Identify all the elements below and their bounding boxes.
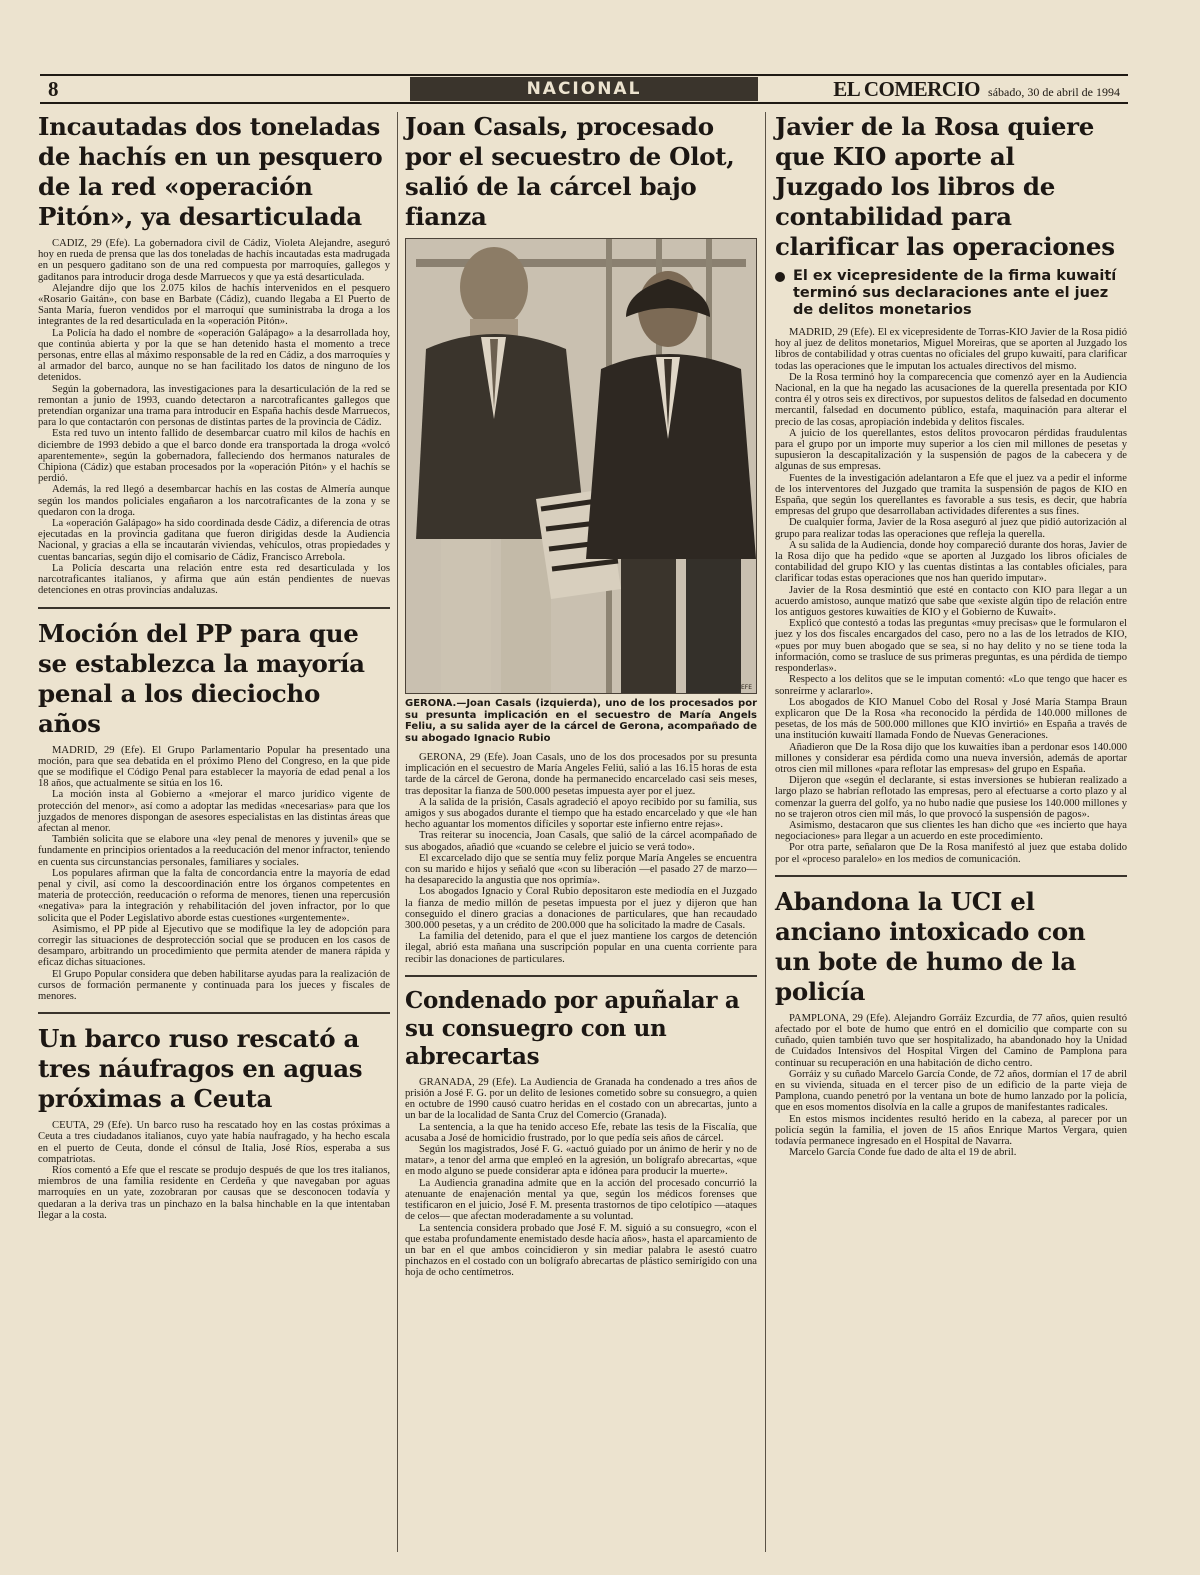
headline: Abandona la UCI el anciano intoxicado con un bote de humo de la policía [775,886,1086,1006]
headline: Incautadas dos toneladas de hachís en un pesquero de la red «operación Pitón», ya desarticulada [38,112,383,231]
paragraph: La sentencia, a la que ha tenido acceso Efe, rebate las tesis de la Fiscalía, que acusaba a José de homicidio frustrado, por lo que pedía seis años de cárcel. [405,1121,757,1144]
news-photo [405,238,757,694]
paragraph: CADIZ, 29 (Efe). La gobernadora civil de Cádiz, Violeta Alejandre, aseguró hoy en rueda de prensa que las dos toneladas de hachís incautadas esta madrugada en un pesquero gaditano son de una red compuesta por marroquíes, gallegos y gaditanos para introducir droga desde Marruecos y que ya está desarticulada. [38,238,390,283]
paragraph: Añadieron que De la Rosa dijo que los kuwaitíes iban a perdonar esos 140.000 millones y considerar esa pérdida como una nueva inversión, además de aportar otros cien mil millones «para reflotar las empresas» del grupo en España. [775,741,1127,775]
paragraph: Esta red tuvo un intento fallido de desembarcar cuatro mil kilos de hachís en diciembre de 1993 debido a que el barco donde era transportada la droga «volcó aparentemente», según la gobernadora, falleciendo dos hermanos naturales de Chipiona (Cádiz) que estaban procesados por la «operación Pitón» y el hachís se perdió. [38,428,390,485]
section-title: NACIONAL [410,77,758,101]
article-divider [405,975,757,977]
paragraph: A su salida de la Audiencia, donde hoy compareció durante dos horas, Javier de la Rosa dijo que ha pedido «que se aporten al Juzgado los libros oficiales de contabilidad del grupo KIO y las cuentas distintas a las contables oficiales, para clarificar todas estas operaciones que nos han querido imputar». [775,539,1127,585]
column-rule [765,112,766,1552]
masthead [758,77,1128,102]
headline: Moción del PP para que se establezca la mayoría penal a los dieciocho años [38,618,365,738]
paragraph: La moción insta al Gobierno a «mejorar el marco jurídico vigente de protección del menor», así como a adoptar las medidas «necesarias» para que los juzgados de menores dispongan de asesores especialistas en las distintas áreas que afectan al menor. [38,789,390,834]
article-divider [775,875,1127,877]
article-casals [405,112,757,965]
bullet-icon [775,272,785,282]
paragraph: MADRID, 29 (Efe). El Grupo Parlamentario Popular ha presentado una moción, para que sea debatida en el próximo Pleno del Congreso, en la que pide que se modifique el Código Penal para establecer la mayoría de edad penal a los 18 años, que actualmente se sitúa en los 16. [38,744,390,790]
column-rule [397,112,398,1552]
paragraph: Fuentes de la investigación adelantaron a Efe que el juez va a pedir el informe de los interventores del Juzgado que tramita la suspensión de pagos de KIO en España, que según los querellantes es favorable a sus tesis, es decir, que habría empresas del grupo que desarrollaban actividades diferentes a sus fines. [775,472,1127,518]
paragraph: Marcelo García Conde fue dado de alta el 19 de abril. [789,1147,1017,1159]
article-body [775,1013,1127,1159]
paragraph: GERONA, 29 (Efe). Joan Casals, uno de los dos procesados por su presunta implicación en el secuestro de María Angeles Feliú, salió a las 16.15 horas de esta tarde de la cárcel de Gerona, donde ha permanecido encarcelado casi seis meses, tras depositar la fianza de 500.000 pesetas impuesta ayer por el juez. [405,752,757,797]
headline: Javier de la Rosa quiere que KIO aporte al Juzgado los libros de contabilidad para clarificar las operaciones [775,112,1115,261]
paragraph: CEUTA, 29 (Efe). Un barco ruso ha rescatado hoy en las costas próximas a Ceuta a tres ciudadanos italianos, cuyo yate había naufragado, y ha hecho escala en el puerto de Ceuta, donde el cónsul de Italia, José Ríos, esperaba a sus compatriotas. [38,1120,390,1165]
article-body [775,327,1127,865]
photo-caption: GERONA.—Joan Casals (izquierda), uno de los procesados por su presunta implicación en el secuestro de María Angels Feliu, a su salida ayer de la cárcel de Gerona, acompañado de su abogado Ignacio Rubio [405,698,757,744]
page-header [40,74,1128,104]
paragraph: Dijeron que «según el declarante, si estas inversiones se hubieran realizado a largo plazo se habrían reflotado las empresas, pero al efectuarse a corto plazo y al comenzar la guerra del golfo, ya no hubo nadie que pusiese los 140.000 millones y no se trajeron otros cien mil más, lo que provocó la suspensión de pagos». [775,775,1127,820]
paragraph: La Policía ha dado el nombre de «operación Galápago» a la desarrollada hoy, que continúa abierta y por la que se han detenido hasta el momento a trece personas, entre ellas al máximo responsable de la red en Cádiz, a dos marroquíes y al armador del barco, aunque no se han facilitado los datos de ninguno de los detenidos. [38,327,390,384]
paragraph: Según la gobernadora, las investigaciones para la desarticulación de la red se remontan a junio de 1993, cuando detectaron a narcotraficantes gallegos que pretendían organizar una trama para introducir en España hachís desde Marruecos, para lo que contactarón con personas de distintas partes de la provincia de Cádiz. [38,383,390,429]
paragraph: Los populares afirman que la falta de concordancia entre la mayoría de edad penal y civil, así como la descoordinación entre los órganos competentes en materia de protección, reeducación o reforma de menores, tienen una repercusión «negativa» para la integración y rehabilitación del joven infractor, por lo que solicita que el Poder Legislativo aborde estas cuestiones «urgentemente». [38,867,390,924]
paragraph: A juicio de los querellantes, estos delitos provocaron pérdidas fraudulentas para el grupo por un importe muy superior a los cien mil millones de pesetas y supusieron la descapitalización y la suspensión de pagos de la cabecera y de algunas de sus empresas. [775,427,1127,473]
headline: Un barco ruso rescató a tres náufragos en aguas próximas a Ceuta [38,1024,363,1114]
paragraph: Gorráiz y su cuñado Marcelo García Conde, de 72 años, dormían el 17 de abril en su vivienda, situada en el tercer piso de un edificio de la parte vieja de Pamplona, cuando penetró por la ventana un bote de humo lanzado por la policía, que en esos momentos disolvía en la calle a grupos de manifestantes radicales. [775,1068,1127,1114]
paragraph: La Audiencia granadina admite que en la acción del procesado concurrió la atenuante de enajenación mental ya que, según los médicos forenses que testificaron en el juicio, José F. M. presenta trastornos de tipo celotípico —ataques de celos— que afectan moderadamente a su voluntad. [405,1177,757,1223]
paragraph: La familia del detenido, para el que el juez mantiene los cargos de detención ilegal, abrió esta mañana una suscripción popular en una cuenta corriente para recibir las donaciones de particulares. [405,931,757,965]
article-body [405,752,757,965]
paragraph: MADRID, 29 (Efe). El ex vicepresidente de Torras-KIO Javier de la Rosa pidió hoy al juez de delitos monetarios, Miguel Moreiras, que se aporten al Juzgado los libros de contabilidad y otras cuentas no oficiales del grupo kuwaití, para clarificar todas las operaciones que le imputan los actuales directivos del mismo. [775,327,1127,372]
paragraph: De cualquier forma, Javier de la Rosa aseguró al juez que pidió autorización al grupo para realizar todas las operaciones que refleja la querella. [775,517,1127,540]
headline: Joan Casals, procesado por el secuestro de Olot, salió de la cárcel bajo fianza [405,112,735,231]
article-pp [38,619,390,1003]
page-number: 8 [48,76,59,101]
subheadline [775,268,1127,319]
paragraph: A la salida de la prisión, Casals agradeció el apoyo recibido por su familia, sus amigos y sus abogados durante el tiempo que ha estado encarcelado y que «le han hecho aguantar los momentos difíciles y soportar este infierno entre rejas». [405,796,757,831]
paragraph: El Grupo Popular considera que deben habilitarse ayudas para la realización de cursos de formación permanente y continuada para los jueces y fiscales de menores. [38,968,390,1002]
paragraph: Asimismo, el PP pide al Ejecutivo que se modifique la ley de adopción para corregir las situaciones de desprotección social que se producen en los casos de desamparo, arbitrando un procedimiento que permita atender de manera rápida y eficaz dichas situaciones. [38,923,390,969]
column-middle [405,112,757,1279]
paragraph: La «operación Galápago» ha sido coordinada desde Cádiz, a diferencia de otras ejecutadas en la provincia gaditana que fueron dirigidas desde la Audiencia Nacional, y gracias a ella se incautarán viviendas, vehículos, otras propiedades y cuentas bancarias, según dijo el comisario de Cádiz, Francisco Arrebola. [38,518,390,563]
paragraph: Según los magistrados, José F. G. «actuó guiado por un ánimo de herir y no de matar», a tenor del arma que empleó en la agresión, un bolígrafo abrecartas, «que en modo alguno se puede considerar apta e idónea para producir la muerte». [405,1144,757,1178]
paragraph: Los abogados Ignacio y Coral Rubio depositaron este mediodía en el Juzgado la fianza de medio millón de pesetas impuesta por el juez y dijeron que han conseguido el dinero gracias a donaciones de particulares, que han recaudado 300.000 pesetas, y a un crédito de 200.000 que ha solicitado la madre de Casals. [405,886,757,932]
paragraph: Javier de la Rosa desmintió que esté en contacto con KIO para llegar a un acuerdo amistoso, aunque matizó que sabe que «existe algún tipo de relación entre los antiguos gestores kuwaitíes de KIO y el Gobierno de Kuwait». [775,584,1127,619]
article-body [38,1120,390,1221]
paragraph: Alejandre dijo que los 2.075 kilos de hachís intervenidos en el pesquero «Rosario Gaitán», con base en Barbate (Cádiz), cuando llegaba a El Puerto de Santa María, fueron vendidos por el marroquí que suministraba la droga a los integrantes de la red desarticulada en la «operación Pitón». [38,282,390,328]
article-barco [38,1024,390,1221]
photo-credit: EFE [740,684,752,691]
article-kio [775,112,1127,865]
paragraph: Por otra parte, señalaron que De la Rosa manifestó al juez que estaba dolido por el «proceso paralelo» en los medios de comunicación. [775,842,1127,865]
paragraph: Además, la red llegó a desembarcar hachís en las costas de Almería aunque según los mandos policiales engañaron a los narcotraficantes de la zona y se quedaron con la droga. [38,484,390,518]
paragraph: Los abogados de KIO Manuel Cobo del Rosal y José María Stampa Braun explicaron que De la Rosa «ha reconocido la pérdida de 140.000 millones de pesetas, de los más de 500.000 millones que KIO invirtió» en España a través de una institución kuwaití llamada Fondo de Nuevas Generaciones. [775,696,1127,742]
article-divider [38,1012,390,1014]
paragraph: Ríos comentó a Efe que el rescate se produjo después de que los tres italianos, miembros de una familia residente en Cerdeña y que navegaban por aguas marroquíes en un yate, zozobraran por causas que se desconocen todavía y quedaran a la deriva tras un pinchazo en la balsa hinchable en la que intentaban llegar a la costa. [38,1164,390,1221]
paragraph: Respecto a los delitos que se le imputan comentó: «Lo que tengo que hacer es sonreírme y aclararlo». [775,674,1127,697]
article-uci [775,887,1127,1159]
article-body [38,745,390,1003]
column-right [775,112,1127,1158]
article-apunalar [405,987,757,1279]
paragraph: GRANADA, 29 (Efe). La Audiencia de Granada ha condenado a tres años de prisión a José F. G. por un delito de lesiones cometido sobre su consuegro, a quien en octubre de 1990 causó cuatro heridas en el costado con un abrecartas, junto a un bar de la localidad de Santa Cruz del Comercio (Granada). [405,1076,757,1122]
paragraph: PAMPLONA, 29 (Efe). Alejandro Gorráiz Ezcurdia, de 77 años, quien resultó afectado por el bote de humo que entró en el domicilio que comparte con su cuñado, quien también tuvo que ser hospitalizado, ha abandonado hoy la Unidad de Cuidados Intensivos del Hospital Virgen del Camino de Pamplona para continuar su recuperación en una habitación de dicho centro. [775,1012,1127,1069]
newspaper-name: EL COMERCIO [833,76,981,101]
paragraph: La Policía descarta una relación entre esta red desarticulada y los narcotraficantes italianos, y afirma que aún están pendientes de nuevas detenciones en otras provincias andaluzas. [38,562,390,597]
paragraph: El excarcelado dijo que se sentía muy feliz porque María Angeles se encuentra con su marido e hijos y señaló que «con su liberación —el pasado 27 de marzo— ha desaparecido la angustia que nos oprimía». [405,852,757,887]
subheadline-text: El ex vicepresidente de la firma kuwaití terminó sus declaraciones ante el juez de delitos monetarios [793,268,1117,318]
article-body [38,238,390,597]
paragraph: También solicita que se elabore una «ley penal de menores y juvenil» que se fundamente en principios orientados a la reeducación del menor infractor, teniendo en cuenta sus circunstancias personales, familiares y sociales. [38,834,390,868]
paragraph: Asimismo, destacaron que sus clientes les han dicho que «es incierto que haya negociaciones» para llegar a un acuerdo en este procedimiento. [775,819,1127,843]
article-divider [38,607,390,609]
paragraph: La sentencia considera probado que José F. M. siguió a su consuegro, «con el que estaba profundamente enemistado desde hacía años», hasta el aparcamiento de un bar en el que ambos coincidieron y sin mediar palabra le asestó cuatro pinchazos en el costado con un bolígrafo abrecartas de plástico semirígido con una hoja de ocho centímetros. [405,1222,757,1279]
paragraph: Tras reiterar su inocencia, Joan Casals, que salió de la cárcel acompañado de sus abogados, añadió que «cuando se celebre el juicio se verá todo». [405,830,757,853]
column-left [38,112,390,1221]
article-body [405,1077,757,1279]
photo-illustration [406,239,756,693]
headline: Condenado por apuñalar a su consuegro con un abrecartas [405,986,740,1070]
paragraph: En estos mismos incidentes resultó herido en la cabeza, al parecer por un policía según la familia, el joven de 15 años Enrique Martos Vergara, quien todavía permanece ingresado en el Hospital de Navarra. [775,1113,1127,1147]
issue-date: sábado, 30 de abril de 1994 [988,84,1120,99]
paragraph: Explicó que contestó a todas las preguntas «muy precisas» que le formularon el juez y los dos fiscales encargados del caso, pero no a las de los letrados de KIO, «pues por muy buen abogado que se sea, si no hay delito y no se tiene toda la información, como se trasluce de sus primeras preguntas, es una pérdida de tiempo responderlas». [775,618,1127,675]
paragraph: De la Rosa terminó hoy la comparecencia que comenzó ayer en la Audiencia Nacional, en la que ha negado las acusaciones de la querella presentada por KIO contra él y otros seis ex directivos, por supuestos delitos de falsedad en documento mercantil, falsedad en documento público, estafa, maquinación para alterar el precio de las cosas, apropiación indebida y delitos fiscales. [775,371,1127,428]
article-hachis [38,112,390,597]
